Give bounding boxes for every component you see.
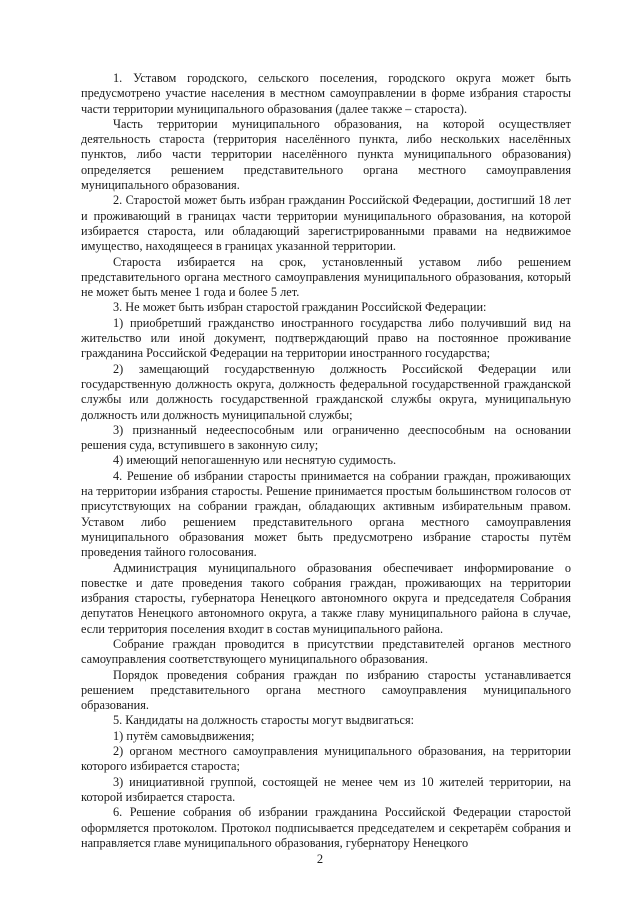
paragraph-8: 3) признанный недееспособным или ограниченно дееспособным на основании решения суда, вступившего в законную силу; bbox=[81, 422, 571, 453]
paragraph-6: 1) приобретший гражданство иностранного государства либо получивший вид на жительство или иной документ, подтверждающий право на постоянное проживание гражданина Российской Федерации на территории иностранного государства; bbox=[81, 315, 571, 361]
paragraph-18: 6. Решение собрания об избрании гражданина Российской Федерации старостой оформляется протоколом. Протокол подписывается председателем и секретарём собрания и направляется главе муниципального образования, губернатору Ненецкого bbox=[81, 805, 571, 850]
paragraph-17: 3) инициативной группой, состоящей не менее чем из 10 жителей территории, на которой избирается староста. bbox=[81, 774, 571, 804]
document-body bbox=[81, 71, 571, 851]
paragraph-9: 4) имеющий непогашенную или неснятую судимость. bbox=[113, 453, 397, 468]
paragraph-1: 1. Уставом городского, сельского поселения, городского округа может быть предусмотрено участие населения в местном самоуправлении в форме избрания старосты части территории муниципального образования (далее также – староста). bbox=[81, 71, 571, 116]
paragraph-14: 5. Кандидаты на должность старосты могут выдвигаться: bbox=[113, 713, 415, 728]
page-number: 2 bbox=[316, 852, 324, 866]
paragraph-3: 2. Старостой может быть избран гражданин Российской Федерации, достигший 18 лет и проживающий в границах части территории муниципального образования, на которой избирается староста, или обладающий зарегистрированными правами на недвижимое имущество, находящееся в границах указанной территории. bbox=[81, 193, 571, 254]
paragraph-15: 1) путём самовыдвижения; bbox=[113, 728, 255, 743]
paragraph-12: Собрание граждан проводится в присутствии представителей органов местного самоуправления соответствующего муниципального образования. bbox=[81, 636, 571, 667]
paragraph-11: Администрация муниципального образования обеспечивает информирование о повестке и дате проведения такого собрания граждан, проживающих на территории избрания старосты, губернатора Ненецкого автономного округа и председателя Собрания депутатов Ненецкого автономного округа, а также главу муниципального района в случае, если территория поселения входит в состав муниципального района. bbox=[81, 560, 571, 636]
paragraph-5: 3. Не может быть избран старостой гражданин Российской Федерации: bbox=[113, 300, 487, 315]
paragraph-10: 4. Решение об избрании старосты принимается на собрании граждан, проживающих на территории избрания старосты. Решение принимается простым большинством голосов от присутствующих на собрании граждан, обладающих активным избирательным правом. Уставом либо решением представительного органа местного самоуправления муниципального образования может быть предусмотрено избрание старосты путём проведения тайного голосования. bbox=[81, 468, 571, 560]
paragraph-4: Староста избирается на срок, установленный уставом либо решением представительного органа местного самоуправления муниципального образования, который не может быть менее 1 года и более 5 лет. bbox=[81, 254, 571, 300]
paragraph-2: Часть территории муниципального образования, на которой осуществляет деятельность староста (территория населённого пункта, либо нескольких населённых пунктов, либо части территории населённого пункта муниципального образования) определяется решением представительного органа местного самоуправления муниципального образования. bbox=[81, 116, 571, 193]
paragraph-13: Порядок проведения собрания граждан по избранию старосты устанавливается решением представительного органа местного самоуправления муниципального образования. bbox=[81, 667, 571, 713]
paragraph-16: 2) органом местного самоуправления муниципального образования, на территории которого избирается староста; bbox=[81, 744, 571, 774]
paragraph-7: 2) замещающий государственную должность Российской Федерации или государственную должность округа, должность федеральной государственной гражданской службы или должность государственной гражданской службы округа, муниципальную должность или должность муниципальной службы; bbox=[81, 361, 571, 422]
